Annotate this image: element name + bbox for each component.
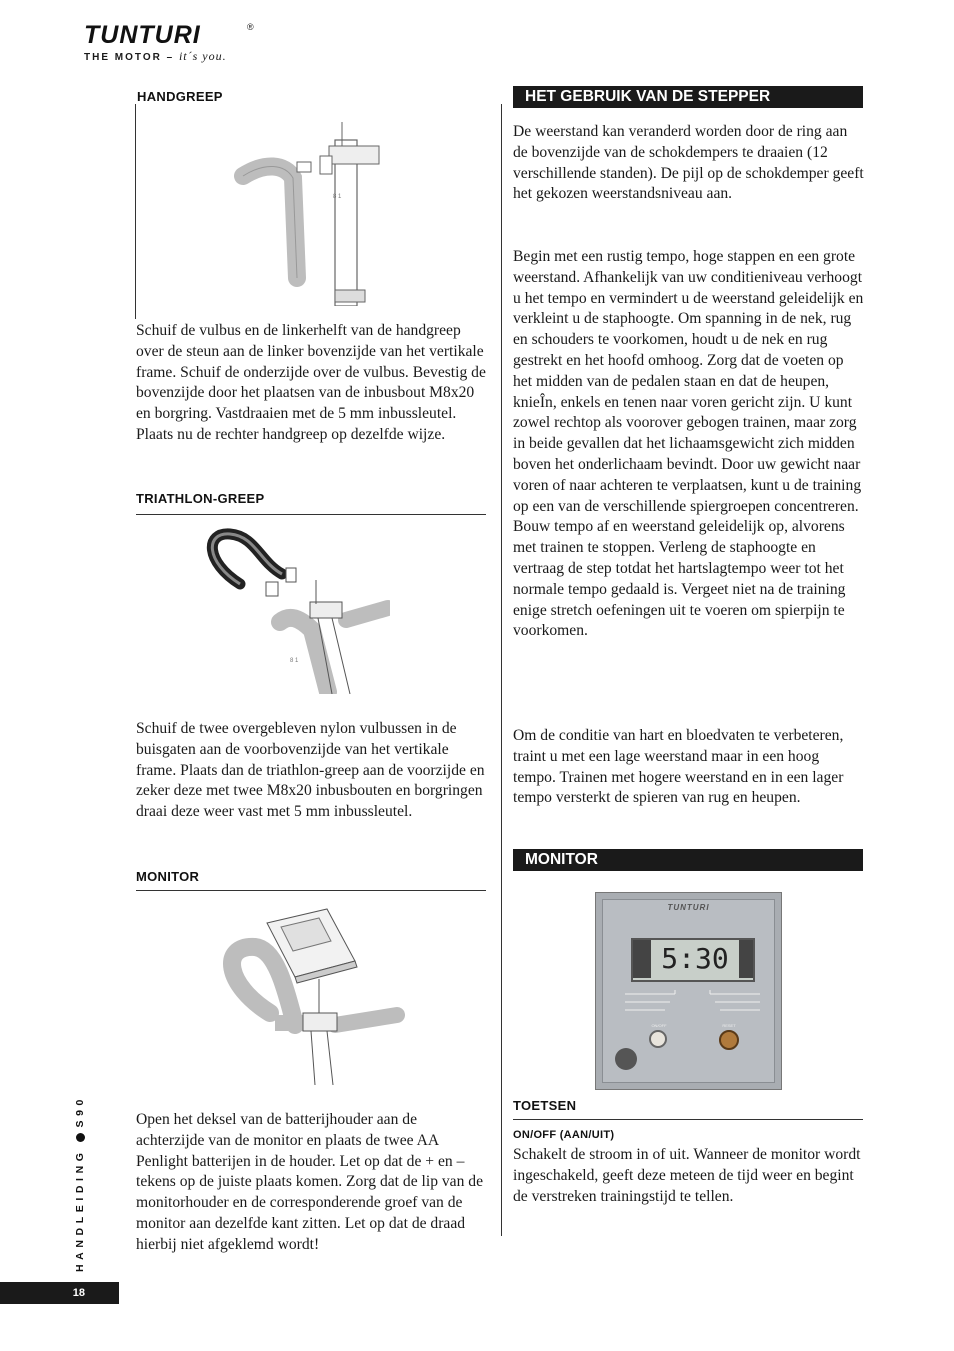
column-divider (501, 104, 502, 1236)
toetsen-rule (513, 1119, 863, 1120)
monitor-install-text: Open het deksel van de batterijhouder aan de achterzijde van de monitor en plaats de twee AA Penlight batterijen in de houder. Let op dat de + en – tekens op de juiste plaats komen. Zorg dat de lip van de monitorhouder en de corresponderende groef van de monitor aan dezelfde kant zitten. Let op dat de draad hierbij niet afgeklemd wordt! (136, 1111, 484, 1253)
brand-tagline: THE MOTOR – it´s you. (84, 49, 227, 63)
reset-button[interactable] (719, 1030, 739, 1050)
triathlon-text: Schuif de twee overgebleven nylon vulbussen in de buisgaten aan de voorbovenzijde van het vertikale frame. Plaats dan de triathlon-greep aan de voorzijde en zeker deze met twee M8x20 inbusbouten en borgringen draai deze weer vast met 5 mm inbussleutel. (136, 720, 485, 821)
monitor-brand: TUNTURI (667, 903, 710, 912)
svg-text:8 1: 8 1 (290, 658, 299, 664)
gebruik-paragraph-3: Om de conditie van hart en bloedvaten te verbeteren, traint u met een lage weerstand maar in een hoog tempo. Trainen met hogere weerstand en in een lager tempo versterkt de spieren van rug en heupen. (513, 727, 844, 807)
handgreep-heading: HANDGREEP (137, 89, 223, 104)
triathlon-heading: TRIATHLON-GREEP (136, 491, 265, 506)
registered-mark: ® (247, 22, 254, 32)
lcd-time-readout: 5:30 (661, 942, 729, 975)
triathlon-illustration (200, 522, 390, 694)
svg-text:8 1: 8 1 (333, 194, 342, 200)
gebruik-paragraph-1: De weerstand kan veranderd worden door de ring aan de bovenzijde van de schokdempers te draaien (12 verschillende standen). De pijl op de schokdemper geeft het gekozen weerstandsniveau aan. (513, 123, 864, 203)
monitor-indicator-lines (625, 990, 760, 1020)
monitor-install-illustration (215, 905, 405, 1085)
monitor-heading: MONITOR (513, 849, 863, 871)
triathlon-rule (136, 514, 486, 515)
gebruik-paragraph-2: Begin met een rustig tempo, hoge stappen en een grote weerstand. Afhankelijk van uw conditieniveau verhoogt u het tempo en vermindert u de weerstand geleidelijk en verkleint u de staphoogte. Om spanning in de nek, rug en schouders te voorkomen, houdt u de nek en rug gestrekt en het hoofd omhoog. Zorg dat de voeten op het midden van de pedalen staan en dat de heupen, knieÎn, enkels en tenen naar voren gericht zijn. U kunt zowel rechtop als voorover gebogen trainen, maar zorg in beide gevallen dat het lichaamsgewicht zich midden boven het onderlichaam bevindt. Door uw gewicht naar voren of naar achteren te verplaatsen, kunt u de training op een van de verschillende spiergroepen concentreren. Bouw tempo af en weerstand geleidelijk op, alvorens met trainen te stoppen. Verleng de staphoogte en vertraag de step totdat het hartslagtempo weer tot het normale tempo gedaald is. Vergeet niet na de training enige stretch oefeningen uit te voeren om spierpijn te voorkomen. (513, 248, 864, 640)
brand-name: TUNTURI (84, 21, 201, 49)
toetsen-text: Schakelt de stroom in of uit. Wanneer de monitor wordt ingeschakeld, geeft deze meteen de tijd weer en begint de verstreken trainingstijd te tellen. (513, 1146, 861, 1205)
handgreep-illustration (225, 118, 395, 306)
monitor-panel (602, 899, 775, 1083)
brand-logo (84, 21, 264, 64)
page-number: 18 (0, 1282, 119, 1304)
monitor-install-heading: MONITOR (136, 869, 200, 884)
monitor-logo-icon (615, 1048, 637, 1070)
side-label: HANDLEIDINGS90 (74, 1095, 86, 1272)
on-off-button[interactable] (649, 1030, 667, 1048)
on-off-subheading: ON/OFF (AAN/UIT) (513, 1129, 615, 1141)
monitor-photo (595, 892, 782, 1090)
handlebar-assembly-drawing (225, 118, 395, 306)
on-off-label: ON/OFF (651, 1023, 667, 1028)
reset-label: RESET (722, 1023, 736, 1028)
toetsen-heading: TOETSEN (513, 1098, 577, 1113)
triathlon-bar-drawing (200, 522, 390, 694)
gebruik-heading: HET GEBRUIK VAN DE STEPPER (513, 86, 863, 108)
left-margin-rule (135, 104, 136, 319)
monitor-lcd (631, 938, 755, 982)
monitor-install-rule (136, 890, 486, 891)
handgreep-text: Schuif de vulbus en de linkerhelft van de handgreep over de steun aan de linker bovenzijde van het vertikale frame. Schuif de onderzijde over de vulbus. Bevestig de bovenzijde door het plaatsen van de inbusbout M8x20 en borgring. Vastdraaien met de 5 mm inbussleutel. Plaats nu de rechter handgreep op dezelfde wijze. (136, 322, 486, 443)
monitor-mount-drawing (215, 905, 405, 1085)
bullet-dot (76, 1133, 85, 1142)
